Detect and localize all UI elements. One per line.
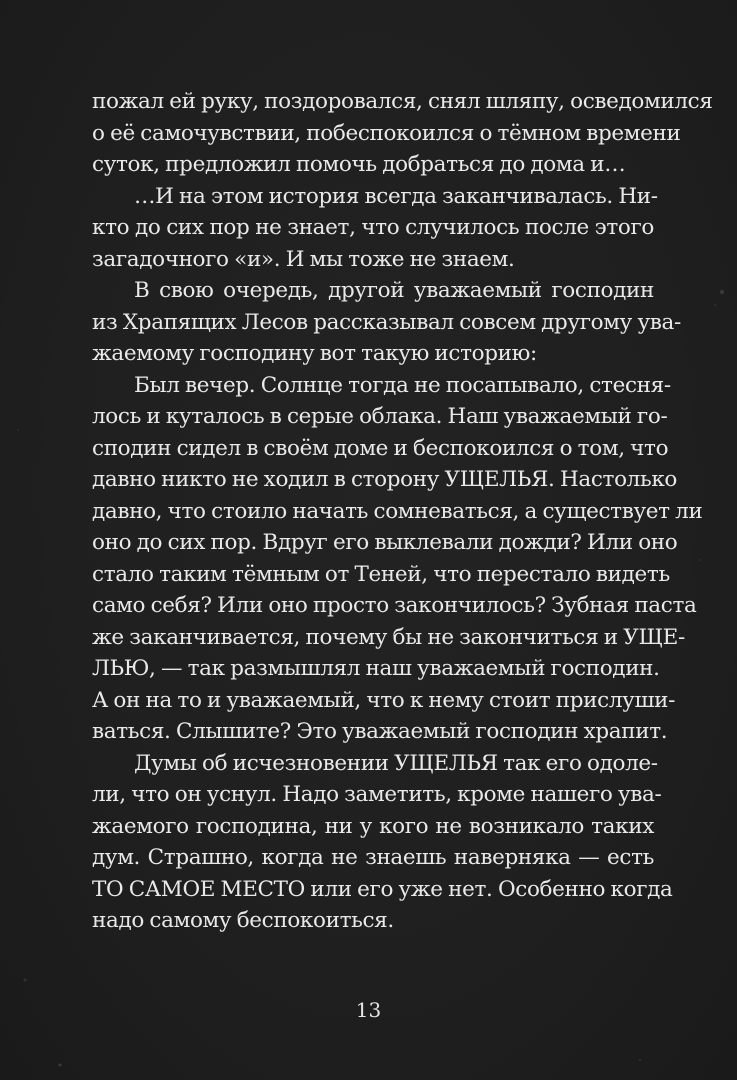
text-line: пожал ей руку, поздоровался, снял шляпу, осведомился: [92, 89, 713, 114]
text-line: А он на то и уважаемый, что к нему стоит прислуши-: [92, 687, 675, 713]
text-line: ЛЬЮ, — так размышлял наш уважаемый господин.: [92, 656, 660, 681]
text-line: ТО САМОЕ МЕСТО или его уже нет. Особенно когда: [92, 876, 673, 902]
text-line: давно, что стоило начать сомневаться, а существует ли: [92, 498, 703, 524]
text-line: о её самочувствии, побеспокоился о тёмном времени: [92, 120, 681, 146]
text-line: жаемого господина, ни у кого не возникало таких: [92, 813, 654, 839]
text-line: же заканчивается, почему бы не закончиться и УЩЕ-: [92, 624, 685, 650]
text-line: из Храпящих Лесов рассказывал совсем другому ува-: [92, 309, 681, 335]
page-number: 13: [355, 998, 382, 1022]
text-line: …И на этом история всегда заканчивалась. Ни-: [134, 183, 658, 209]
text-line: загадочного «и». И мы тоже не знаем.: [92, 246, 515, 272]
text-line: оно до сих пор. Вдруг его выклевали дожди? Или оно: [92, 530, 678, 555]
text-line: давно никто не ходил в сторону УЩЕЛЬЯ. Настолько: [92, 467, 678, 492]
body-text: [92, 86, 713, 937]
text-line: Был вечер. Солнце тогда не посапывало, стесня-: [134, 372, 671, 398]
text-line: жаемому господину вот такую историю:: [92, 341, 537, 366]
text-line: само себя? Или оно просто закончилось? Зубная паста: [92, 593, 697, 618]
text-line: стало таким тёмным от Теней, что перестало видеть: [92, 561, 670, 587]
text-line: В свою очередь, другой уважаемый господин: [134, 278, 654, 303]
text-line: кто до сих пор не знает, что случилось после этого: [92, 215, 654, 240]
text-line: лось и куталось в серые облака. Наш уважаемый го-: [92, 404, 668, 429]
text-line: надо самому беспокоиться.: [92, 908, 394, 933]
text-line: сподин сидел в своём доме и беспокоился о том, что: [92, 435, 669, 461]
text-line: суток, предложил помочь добраться до дома и…: [92, 152, 626, 177]
text-line: ли, что он уснул. Надо заметить, кроме нашего ува-: [92, 782, 662, 807]
text-line: дум. Страшно, когда не знаешь наверняка — есть: [92, 845, 654, 870]
text-line: Думы об исчезновении УЩЕЛЬЯ так его одоле-: [134, 750, 658, 776]
text-line: ваться. Слышите? Это уважаемый господин храпит.: [92, 719, 668, 744]
